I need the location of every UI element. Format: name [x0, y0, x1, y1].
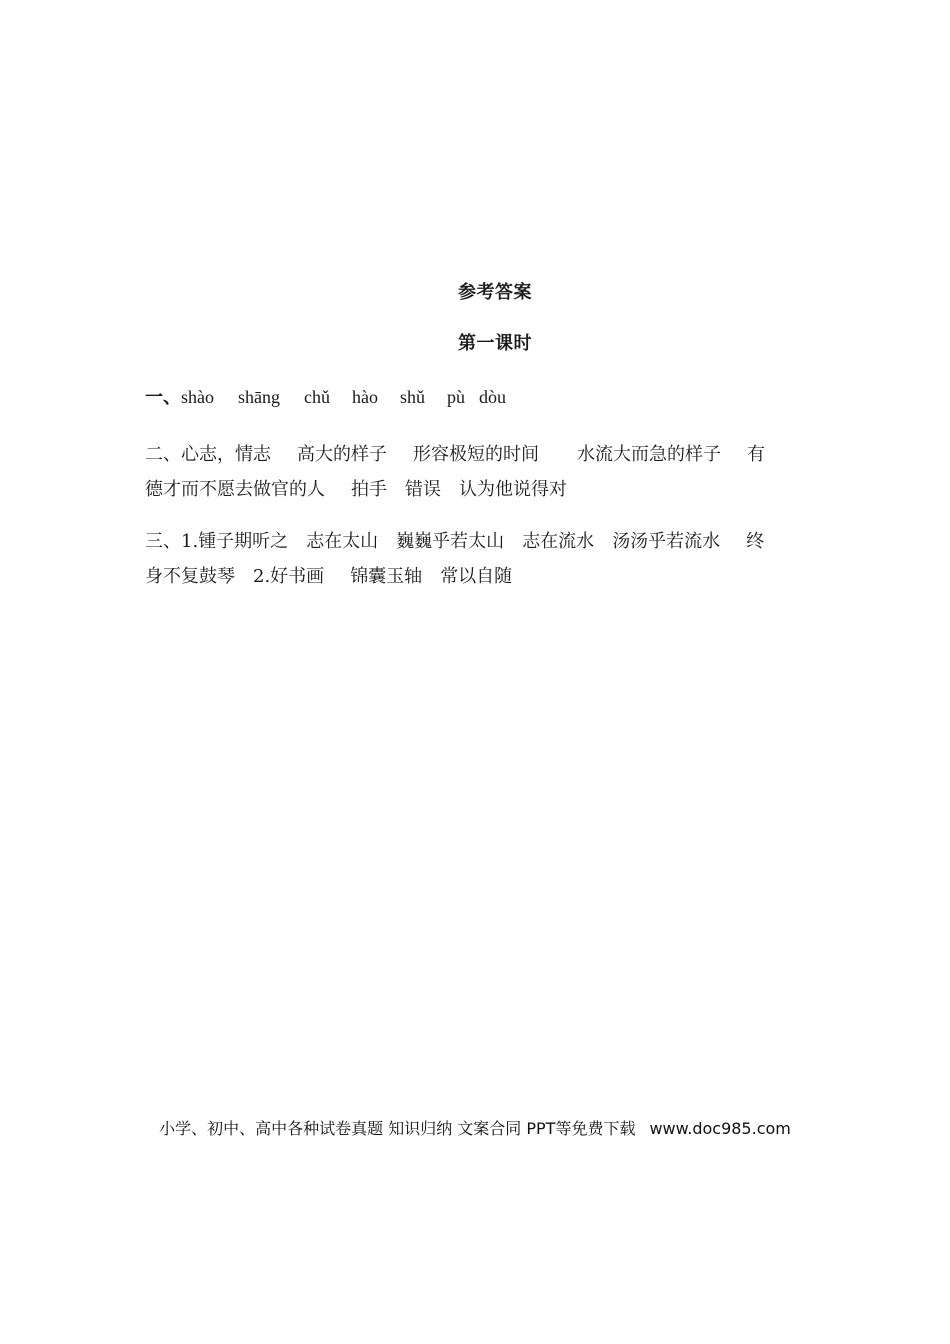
answer-item: 锦囊玉轴 [350, 566, 423, 587]
footer-text: 小学、初中、高中各种试卷真题 知识归纳 文案合同 PPT等免费下载 [159, 1119, 636, 1138]
answer-item: 德才而不愿去做官的人 [145, 479, 325, 500]
footer-site-link[interactable]: www.doc985.com [649, 1119, 791, 1138]
pinyin-item: hào [352, 387, 378, 407]
answer-item: 1.锺子期听之 [181, 531, 289, 552]
section-3-line-1 [145, 524, 805, 559]
answer-item: 终 [746, 531, 765, 552]
answer-item: 志在太山 [306, 531, 379, 552]
pinyin-item: shǔ [400, 387, 426, 407]
answer-item: 高大的样子 [297, 444, 387, 465]
document-title: 参考答案 [458, 282, 532, 303]
section-3 [145, 524, 805, 594]
answer-item: 认为他说得对 [459, 479, 567, 500]
section-3-line-2 [145, 559, 805, 594]
section-1 [145, 380, 805, 415]
section-2-line-2 [145, 472, 805, 507]
answer-item: 形容极短的时间 [413, 444, 539, 465]
answer-item: 常以自随 [440, 566, 513, 587]
answer-item: 心志，情志 [181, 444, 271, 465]
pinyin-item: shào [181, 387, 214, 407]
answer-item: 有 [747, 444, 765, 465]
answer-item: 拍手 [351, 479, 387, 500]
pinyin-item: chǔ [304, 387, 330, 407]
section-2 [145, 437, 805, 507]
section-3-label: 三、 [145, 531, 181, 552]
answer-item: 志在流水 [522, 531, 595, 552]
pinyin-item: pù [447, 387, 466, 407]
answer-item: 汤汤乎若流水 [612, 531, 721, 552]
document-subtitle: 第一课时 [458, 333, 532, 354]
answer-item: 水流大而急的样子 [577, 444, 721, 465]
answer-item: 2.好书画 [253, 566, 325, 587]
footer-banner [0, 1116, 950, 1139]
pinyin-item: dòu [479, 387, 507, 407]
section-1-label: 一、 [145, 387, 181, 408]
section-2-label: 二、 [145, 444, 181, 465]
answer-item: 身不复鼓琴 [145, 566, 235, 587]
answer-item: 巍巍乎若太山 [396, 531, 505, 552]
answer-item: 错误 [405, 479, 441, 500]
pinyin-item: shāng [238, 387, 280, 407]
section-2-line-1 [145, 437, 805, 472]
